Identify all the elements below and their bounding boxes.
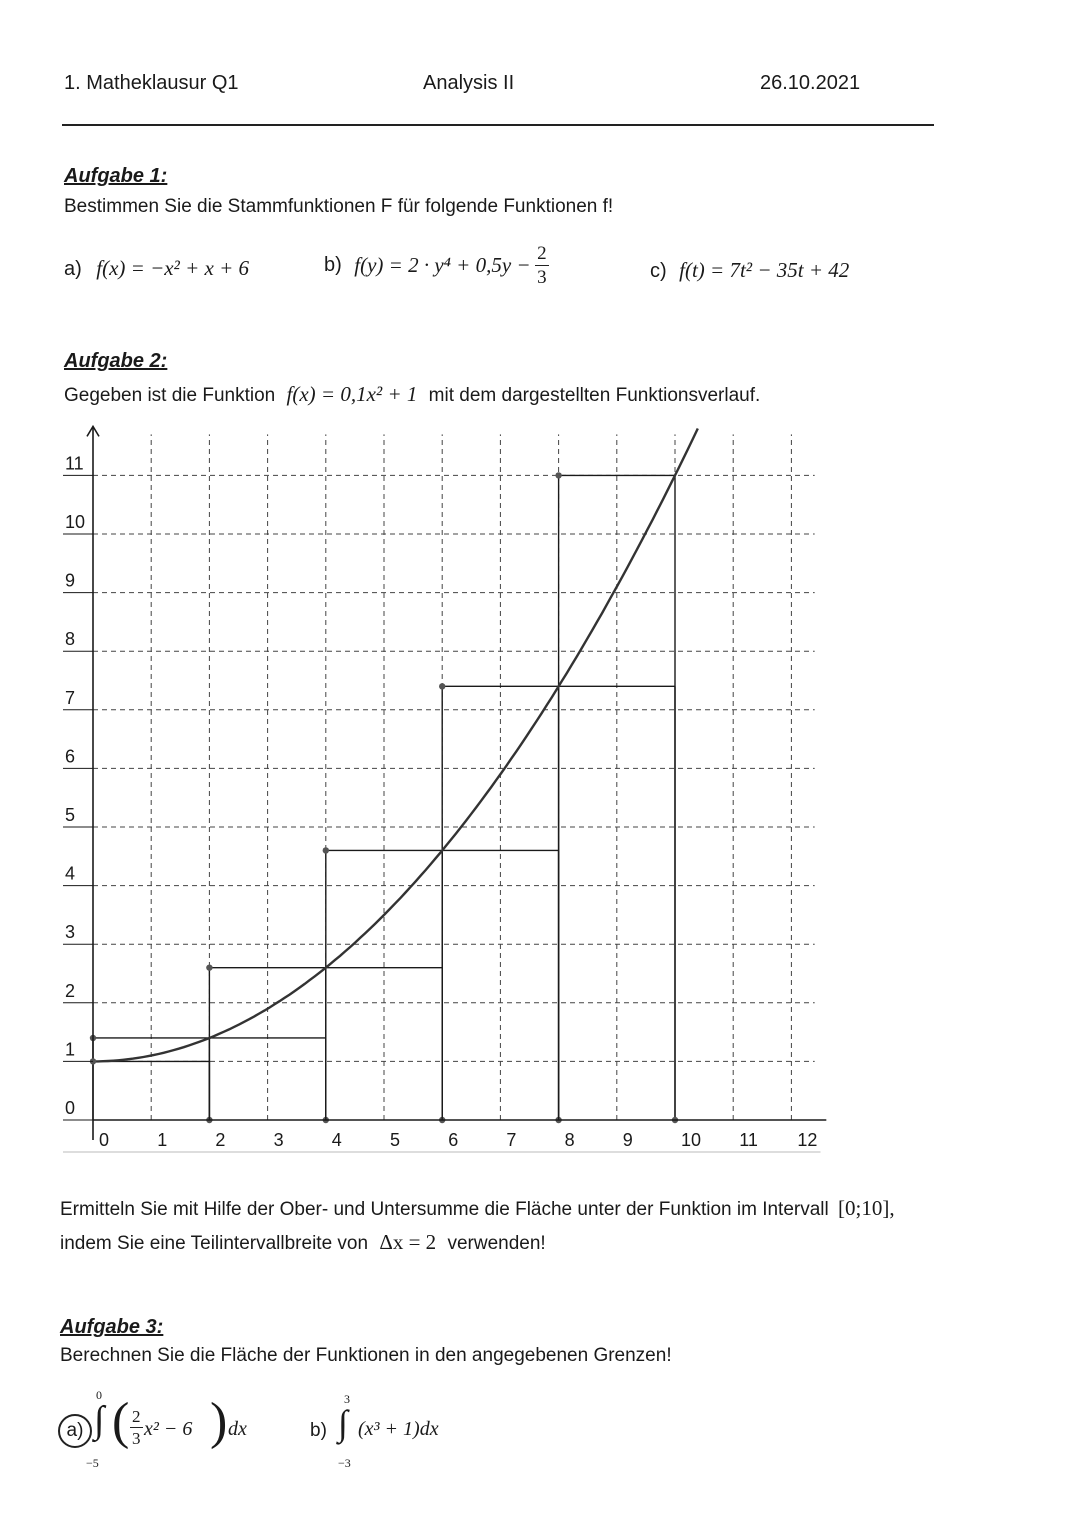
y-tick-label-1: 1 bbox=[65, 1039, 76, 1060]
task3-a-label: a) bbox=[58, 1414, 92, 1448]
graph-curve bbox=[90, 429, 698, 1065]
x-tick-label-10: 10 bbox=[681, 1130, 702, 1150]
task3-a-fraction bbox=[130, 1408, 143, 1447]
x-tick-label-3: 3 bbox=[273, 1130, 284, 1150]
y-tick-label-2: 2 bbox=[65, 980, 76, 1001]
task1-title: Aufgabe 1: bbox=[64, 165, 168, 187]
right-paren-icon: ) bbox=[210, 1393, 228, 1450]
x-tick-label-6: 6 bbox=[448, 1130, 459, 1150]
header-date: 26.10.2021 bbox=[760, 72, 861, 94]
task3-a-upper-limit: 0 bbox=[96, 1388, 102, 1402]
x-tick-label-1: 1 bbox=[157, 1130, 168, 1150]
header-left: 1. Matheklausur Q1 bbox=[64, 72, 239, 94]
task3-a-dx: dx bbox=[228, 1418, 247, 1440]
x-tick-label-5: 5 bbox=[390, 1130, 401, 1150]
task1-b-frac-num: 2 bbox=[537, 243, 547, 264]
y-tick-label-6: 6 bbox=[65, 746, 76, 767]
task1-a-expr: f(x) = −x² + x + 6 bbox=[96, 256, 250, 280]
task2-intro-before: Gegeben ist die Funktion bbox=[64, 385, 276, 406]
tick-labels bbox=[63, 453, 817, 1150]
task1-b-frac-den: 3 bbox=[537, 267, 547, 288]
x-tick-label-2: 2 bbox=[215, 1130, 226, 1150]
task3-a-frac-num: 2 bbox=[132, 1407, 141, 1426]
x-tick-label-0: 0 bbox=[99, 1130, 110, 1150]
task2-title: Aufgabe 2: bbox=[64, 350, 168, 372]
y-tick-label-0: 0 bbox=[65, 1098, 76, 1118]
task3-a-lower-limit: −5 bbox=[86, 1456, 99, 1470]
header-center: Analysis II bbox=[423, 72, 515, 94]
task2-question-line2-after: verwenden! bbox=[447, 1233, 546, 1254]
task3-b-lower-limit: −3 bbox=[338, 1456, 351, 1470]
upper-sum-point-5 bbox=[555, 472, 561, 478]
task2-interval: [0;10], bbox=[838, 1196, 895, 1220]
y-tick-label-5: 5 bbox=[65, 805, 76, 825]
upper-sum-point-3 bbox=[323, 847, 329, 853]
x-tick-label-4: 4 bbox=[331, 1130, 342, 1150]
task1-a-label: a) bbox=[64, 258, 82, 280]
y-tick-label-4: 4 bbox=[65, 863, 76, 884]
x-tick-label-12: 12 bbox=[797, 1130, 818, 1150]
task3-title: Aufgabe 3: bbox=[60, 1316, 164, 1338]
task2-delta: Δx = 2 bbox=[379, 1230, 437, 1254]
function-curve bbox=[93, 429, 698, 1062]
task3-a-integrand: x² − 6 bbox=[144, 1418, 193, 1440]
task1-instruction: Bestimmen Sie die Stammfunktionen F für folgende Funktionen f! bbox=[64, 196, 614, 217]
upper-sum-point-2 bbox=[206, 964, 212, 970]
task2-question-line1 bbox=[60, 1196, 895, 1221]
task1-c-label: c) bbox=[650, 260, 667, 282]
left-paren-icon: ( bbox=[112, 1393, 130, 1450]
y-tick-label-7: 7 bbox=[65, 687, 76, 708]
y-tick-label-10: 10 bbox=[65, 512, 86, 532]
y-tick-label-3: 3 bbox=[65, 922, 76, 943]
task3-b bbox=[310, 1394, 510, 1474]
task1-b-label: b) bbox=[324, 254, 342, 276]
x-tick-label-9: 9 bbox=[622, 1130, 633, 1150]
task2-function: f(x) = 0,1x² + 1 bbox=[286, 382, 418, 406]
y-tick-label-8: 8 bbox=[65, 629, 76, 650]
integral-sign-icon: ∫ bbox=[94, 1399, 105, 1441]
y-tick-label-11: 11 bbox=[65, 453, 84, 474]
task1-c-expr: f(t) = 7t² − 35t + 42 bbox=[679, 258, 850, 282]
x-tick-label-11: 11 bbox=[739, 1130, 758, 1150]
graph-grid bbox=[93, 434, 815, 1120]
graph-axes bbox=[63, 426, 826, 1152]
integral-sign-icon-b: ∫ bbox=[338, 1403, 348, 1443]
task2-intro-after: mit dem dargestellten Funktionsverlauf. bbox=[428, 385, 761, 406]
x-tick-label-8: 8 bbox=[564, 1130, 575, 1150]
upper-sum-rect-5 bbox=[559, 475, 675, 1120]
task2-question-line2 bbox=[60, 1230, 546, 1255]
task3-b-label: b) bbox=[310, 1420, 327, 1441]
task3-a bbox=[58, 1388, 298, 1474]
task2-question-text: Ermitteln Sie mit Hilfe der Ober- und Untersumme die Fläche unter der Funktion im Intervall bbox=[60, 1199, 829, 1220]
upper-sum-point-4 bbox=[439, 683, 445, 689]
task3-b-integrand: (x³ + 1)dx bbox=[358, 1418, 439, 1440]
task2-question-line2-before: indem Sie eine Teilintervallbreite von bbox=[60, 1233, 369, 1254]
x-tick-label-7: 7 bbox=[506, 1130, 517, 1150]
task3-b-upper-limit: 3 bbox=[344, 1392, 350, 1406]
task3-instruction: Berechnen Sie die Fläche der Funktionen in den angegebenen Grenzen! bbox=[60, 1345, 672, 1366]
task3-a-frac-den: 3 bbox=[132, 1429, 141, 1448]
task1-b-expr: f(y) = 2 · y⁴ + 0,5y − bbox=[354, 253, 531, 277]
y-tick-label-9: 9 bbox=[65, 570, 76, 591]
